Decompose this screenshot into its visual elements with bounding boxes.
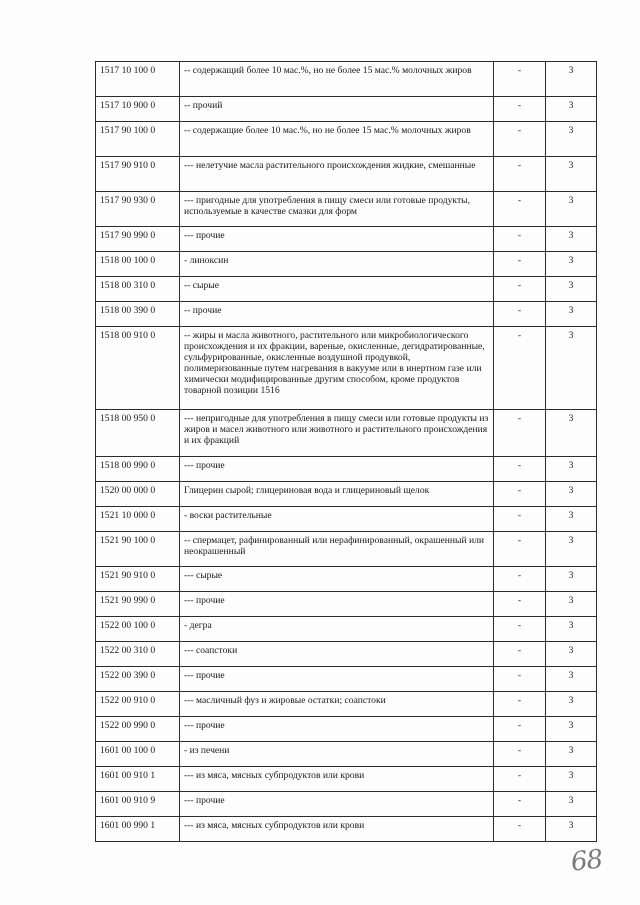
description-cell: --- нелетучие масла растительного происхождения жидкие, смешанные [180,157,494,192]
unit-cell: - [494,667,546,692]
tnved-code-cell: 1520 00 000 0 [96,482,180,507]
rate-cell: 3 [546,252,597,277]
table-row [96,62,597,97]
tnved-code-cell: 1517 90 990 0 [96,227,180,252]
unit-cell: - [494,567,546,592]
rate-cell: 3 [546,642,597,667]
table-row [96,692,597,717]
rate-cell: 3 [546,507,597,532]
description-cell: --- прочие [180,792,494,817]
table-row [96,122,597,157]
rate-cell: 3 [546,302,597,327]
description-cell: --- прочие [180,227,494,252]
table-row [96,410,597,457]
description-cell: - дегра [180,617,494,642]
unit-cell: - [494,742,546,767]
rate-cell: 3 [546,567,597,592]
rate-cell: 3 [546,97,597,122]
description-cell: --- из мяса, мясных субпродуктов или крови [180,817,494,842]
tariff-table-body [96,62,597,842]
description-cell: -- спермацет, рафинированный или нерафинированный, окрашенный или неокрашенный [180,532,494,567]
table-row [96,97,597,122]
description-cell: --- сырые [180,567,494,592]
unit-cell: - [494,692,546,717]
table-row [96,157,597,192]
table-row [96,457,597,482]
unit-cell: - [494,482,546,507]
description-cell: --- из мяса, мясных субпродуктов или крови [180,767,494,792]
table-row [96,277,597,302]
tariff-table [95,61,597,842]
unit-cell: - [494,507,546,532]
description-cell: --- непригодные для употребления в пищу смеси или готовые продукты из жиров и масел животного или животного и растительного происхождения и их фракций [180,410,494,457]
tnved-code-cell: 1521 10 000 0 [96,507,180,532]
description-cell: --- соапстоки [180,642,494,667]
rate-cell: 3 [546,742,597,767]
tnved-code-cell: 1518 00 100 0 [96,252,180,277]
tnved-code-cell: 1522 00 390 0 [96,667,180,692]
unit-cell: - [494,617,546,642]
description-cell: Глицерин сырой; глицериновая вода и глицериновый щелок [180,482,494,507]
description-cell: --- масличный фуз и жировые остатки; соапстоки [180,692,494,717]
tnved-code-cell: 1521 90 100 0 [96,532,180,567]
tnved-code-cell: 1518 00 310 0 [96,277,180,302]
tnved-code-cell: 1521 90 990 0 [96,592,180,617]
description-cell: - линоксин [180,252,494,277]
rate-cell: 3 [546,482,597,507]
tnved-code-cell: 1518 00 910 0 [96,327,180,410]
rate-cell: 3 [546,817,597,842]
table-row [96,767,597,792]
unit-cell: - [494,302,546,327]
rate-cell: 3 [546,157,597,192]
description-cell: --- пригодные для употребления в пищу смеси или готовые продукты, используемые в качестве смазки для форм [180,192,494,227]
unit-cell: - [494,122,546,157]
unit-cell: - [494,192,546,227]
unit-cell: - [494,457,546,482]
tnved-code-cell: 1522 00 310 0 [96,642,180,667]
description-cell: -- жиры и масла животного, растительного или микробиологического происхождения и их фракции, вареные, окисленные, дегидратированные, сульфурированные, окисленные воздушной продувкой, полимеризованные путем нагревания в вакууме или в инертном газе или химически модифицированные другим способом, кроме продуктов товарной позиции 1516 [180,327,494,410]
unit-cell: - [494,157,546,192]
unit-cell: - [494,532,546,567]
table-row [96,592,597,617]
rate-cell: 3 [546,692,597,717]
table-row [96,567,597,592]
tnved-code-cell: 1522 00 910 0 [96,692,180,717]
rate-cell: 3 [546,192,597,227]
unit-cell: - [494,97,546,122]
table-row [96,742,597,767]
table-row [96,507,597,532]
tnved-code-cell: 1518 00 950 0 [96,410,180,457]
description-cell: --- прочие [180,457,494,482]
unit-cell: - [494,277,546,302]
unit-cell: - [494,62,546,97]
description-cell: --- прочие [180,667,494,692]
unit-cell: - [494,592,546,617]
rate-cell: 3 [546,717,597,742]
table-row [96,327,597,410]
tnved-code-cell: 1517 10 100 0 [96,62,180,97]
tnved-code-cell: 1522 00 990 0 [96,717,180,742]
table-row [96,717,597,742]
description-cell: - из печени [180,742,494,767]
description-cell: -- содержащие более 10 мас.%, но не более 15 мас.% молочных жиров [180,122,494,157]
rate-cell: 3 [546,667,597,692]
rate-cell: 3 [546,410,597,457]
rate-cell: 3 [546,617,597,642]
tnved-code-cell: 1601 00 100 0 [96,742,180,767]
description-cell: -- прочие [180,302,494,327]
unit-cell: - [494,227,546,252]
rate-cell: 3 [546,227,597,252]
unit-cell: - [494,327,546,410]
tnved-code-cell: 1601 00 910 1 [96,767,180,792]
tnved-code-cell: 1601 00 910 9 [96,792,180,817]
description-cell: -- содержащий более 10 мас.%, но не более 15 мас.% молочных жиров [180,62,494,97]
handwritten-page-number: 68 [569,844,604,878]
unit-cell: - [494,817,546,842]
table-row [96,792,597,817]
rate-cell: 3 [546,457,597,482]
table-row [96,617,597,642]
table-row [96,667,597,692]
unit-cell: - [494,767,546,792]
table-row [96,302,597,327]
tnved-code-cell: 1517 90 910 0 [96,157,180,192]
unit-cell: - [494,252,546,277]
table-row [96,192,597,227]
tnved-code-cell: 1601 00 990 1 [96,817,180,842]
description-cell: -- сырые [180,277,494,302]
rate-cell: 3 [546,532,597,567]
tnved-code-cell: 1517 10 900 0 [96,97,180,122]
unit-cell: - [494,717,546,742]
rate-cell: 3 [546,327,597,410]
table-row [96,532,597,567]
tnved-code-cell: 1518 00 390 0 [96,302,180,327]
rate-cell: 3 [546,122,597,157]
tnved-code-cell: 1517 90 100 0 [96,122,180,157]
table-row [96,227,597,252]
tnved-code-cell: 1517 90 930 0 [96,192,180,227]
unit-cell: - [494,410,546,457]
tnved-code-cell: 1518 00 990 0 [96,457,180,482]
table-row [96,642,597,667]
table-row [96,482,597,507]
tnved-code-cell: 1521 90 910 0 [96,567,180,592]
unit-cell: - [494,642,546,667]
rate-cell: 3 [546,277,597,302]
description-cell: - воски растительные [180,507,494,532]
table-row [96,817,597,842]
tnved-code-cell: 1522 00 100 0 [96,617,180,642]
unit-cell: - [494,792,546,817]
description-cell: -- прочий [180,97,494,122]
rate-cell: 3 [546,62,597,97]
description-cell: --- прочие [180,592,494,617]
rate-cell: 3 [546,767,597,792]
table-row [96,252,597,277]
rate-cell: 3 [546,792,597,817]
rate-cell: 3 [546,592,597,617]
description-cell: --- прочие [180,717,494,742]
